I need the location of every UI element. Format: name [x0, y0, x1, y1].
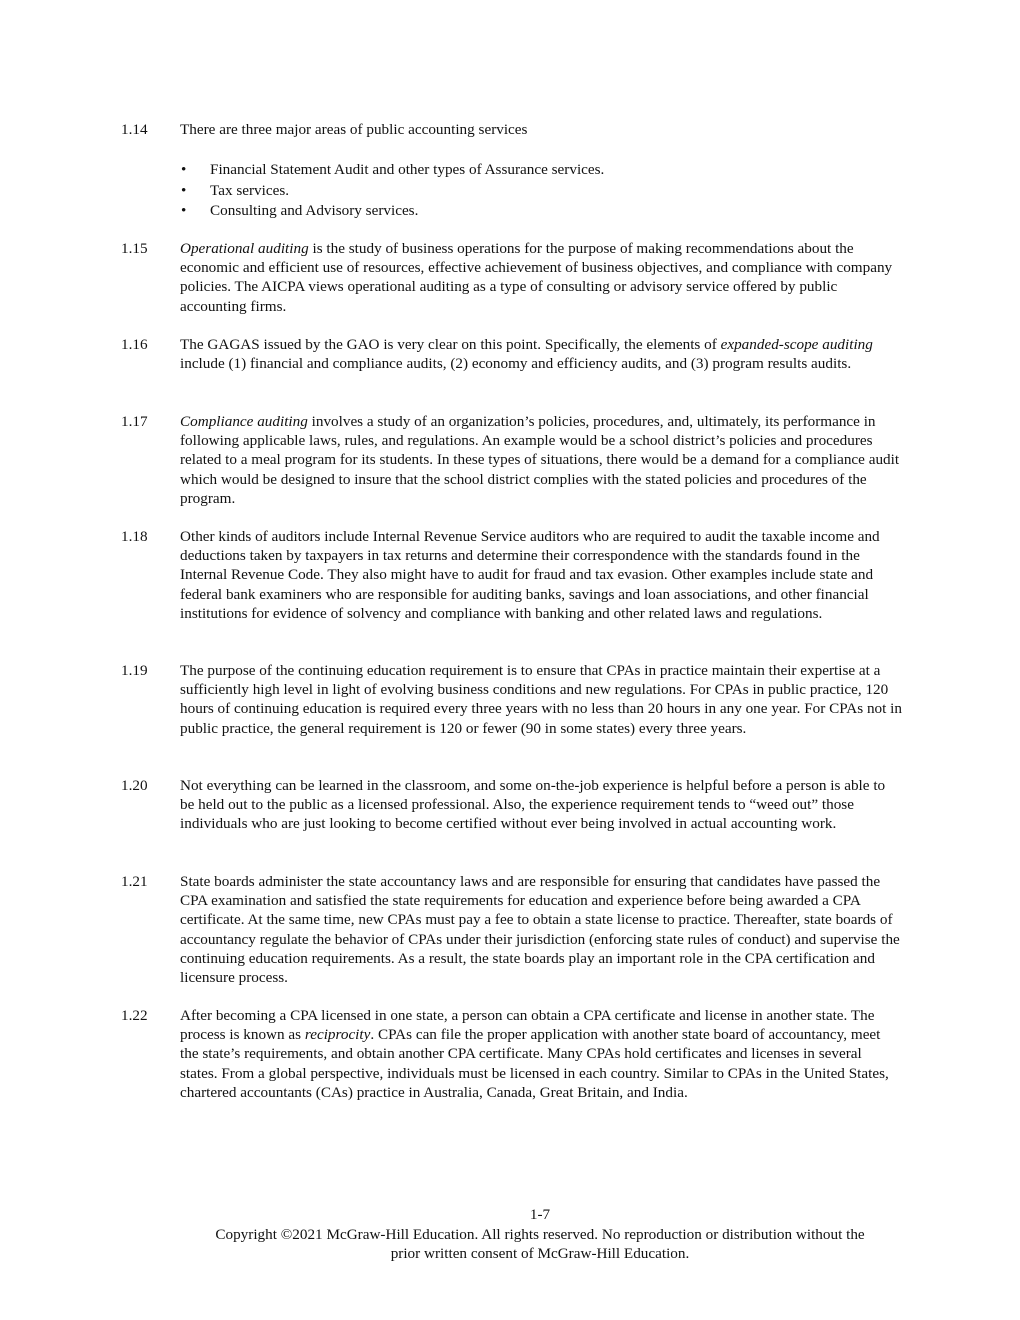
- entry-text-part: reciprocity: [304, 1026, 371, 1044]
- entry-number: 1.22: [121, 1007, 148, 1024]
- entry-text-part: Other kinds of auditors include Internal Revenue Service auditors who are required to audit the taxable income and deductions taken by taxpayers in tax returns and determine their correspondence with the standards found in the Internal Revenue Code. They also might have to audit for fraud and tax evasion. Other examples include state and federal bank examiners who are responsible for auditing banks, savings and loan associations, and other financial institutions for evidence of solvency and compliance with banking and other related laws and regulations.: [180, 528, 880, 622]
- entry-text: [180, 335, 902, 373]
- list-item: [181, 201, 901, 222]
- entry-number: 1.17: [121, 413, 148, 430]
- copyright-line-1: Copyright ©2021 McGraw-Hill Education. All rights reserved. No reproduction or distribution without the: [215, 1226, 865, 1243]
- list-item-text: Consulting and Advisory services.: [210, 202, 419, 220]
- services-bullet-list: [181, 160, 901, 222]
- entry-text-part: Compliance auditing: [180, 413, 308, 430]
- entry-text-part: There are three major areas of public accounting services: [180, 121, 528, 138]
- entry-number: 1.15: [121, 240, 148, 257]
- entry-number: 1.20: [121, 777, 148, 794]
- entry-text-part: The purpose of the continuing education requirement is to ensure that CPAs in practice maintain their expertise at a sufficiently high level in light of evolving business conditions and new regulations. For CPAs in public practice, 120 hours of continuing education is required every three years with no less than 20 hours in any one year. For CPAs not in public practice, the general requirement is 120 or fewer (90 in some states) every three years.: [180, 662, 902, 737]
- entry-text-part: After becoming a CPA licensed in one state, a person can obtain a CPA certificate and license in another state. The process is known as: [180, 1007, 875, 1044]
- list-item: [181, 181, 901, 202]
- entry-text: [180, 872, 902, 987]
- entry-text-part: . CPAs can file the proper application with another state board of accountancy, meet the state’s requirements, and obtain another CPA certificate. Many CPAs hold certificates and licenses in several states. From a global perspective, individuals must be licensed in each country. Similar to CPAs in the United States, chartered accountants (CAs) practice in Australia, Canada, Great Britain, and India.: [180, 1026, 889, 1101]
- entry-text-part: The GAGAS issued by the GAO is very clear on this point. Specifically, the elements of: [180, 336, 721, 353]
- entry-text: [180, 120, 902, 139]
- entry-number: 1.14: [121, 121, 148, 138]
- bullet-icon: •: [181, 202, 187, 220]
- entry-text: [180, 412, 902, 508]
- entry-text-part: Operational auditing: [180, 240, 309, 257]
- copyright-line-2: prior written consent of McGraw-Hill Education.: [390, 1245, 690, 1262]
- bullet-icon: •: [181, 161, 187, 178]
- entry-text: [180, 776, 902, 834]
- entry-number: 1.16: [121, 336, 148, 353]
- entry-text-part: include (1) financial and compliance audits, (2) economy and efficiency audits, and (3) program results audits.: [180, 355, 852, 373]
- entry-text-part: Not everything can be learned in the classroom, and some on-the-job experience is helpful before a person is able to be held out to the public as a licensed professional. Also, the experience requirement tends to “weed out” those individuals who are just looking to become certified without ever being involved in actual accounting work.: [180, 777, 886, 833]
- entry-text-part: expanded-scope auditing: [720, 336, 873, 353]
- entry-number: 1.19: [121, 662, 148, 679]
- entry-text: [180, 1006, 902, 1102]
- entry-text-part: State boards administer the state accountancy laws and are responsible for ensuring that candidates have passed the CPA examination and satisfied the state requirements for education and experience before being awarded a CPA certificate. At the same time, new CPAs must pay a fee to obtain a state license to practice. Thereafter, state boards of accountancy regulate the behavior of CPAs under their jurisdiction (enforcing state rules of conduct) and supervise the continuing education requirements. As a result, the state boards play an important role in the CPA certification and licensure process.: [180, 873, 900, 987]
- entry-text: [180, 661, 902, 738]
- entry-text-part: involves a study of an organization’s policies, procedures, and, ultimately, its performance in following applicable laws, rules, and regulations. An example would be a school district’s policies and procedures related to a meal program for its students. In these types of situations, there would be a demand for a compliance audit which would be designed to insure that the school district complies with the stated policies and procedures of the program.: [180, 413, 900, 507]
- list-item: [181, 160, 901, 181]
- entry-text-part: is the study of business operations for the purpose of making recommendations about the economic and efficient use of resources, effective achievement of business objectives, and compliance with company policies. The AICPA views operational auditing as a type of consulting or advisory service offered by public accounting firms.: [180, 240, 893, 315]
- list-item-text: Financial Statement Audit and other types of Assurance services.: [210, 161, 605, 178]
- entry-text: [180, 239, 902, 316]
- entry-text: [180, 527, 902, 623]
- entry-number: 1.21: [121, 873, 148, 890]
- page-number: 1-7: [529, 1206, 551, 1223]
- bullet-icon: •: [181, 181, 187, 199]
- list-item-text: Tax services.: [210, 181, 290, 199]
- entry-number: 1.18: [121, 528, 148, 545]
